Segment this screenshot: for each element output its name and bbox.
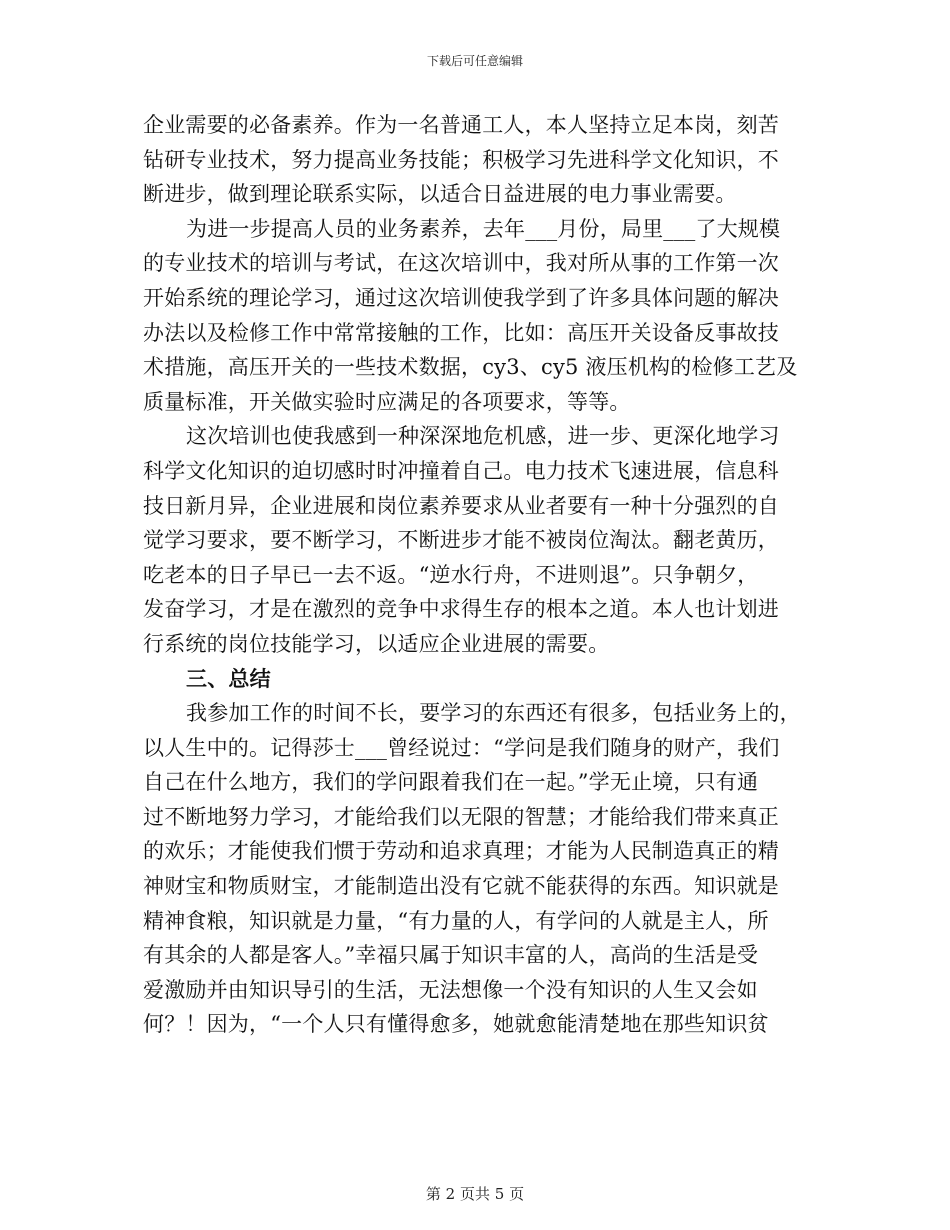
text-line: 觉学习要求，要不断学习，不断进步才能不被岗位淘汰。翻老黄历， [143,528,779,553]
text-line: 的专业技术的培训与考试，在这次培训中，我对所从事的工作第一次 [143,251,779,276]
text-line: 过不断地努力学习，才能给我们以无限的智慧；才能给我们带来真正 [143,804,779,829]
document-body [143,108,808,1042]
text-line: 吃老本的日子早已一去不返。“逆水行舟，不进则退”。只争朝夕， [143,562,759,587]
text-line: 何？！因为，“一个人只有懂得愈多，她就愈能清楚地在那些知识贫 [143,1012,769,1037]
text-line: 爱激励并由知识导引的生活，无法想像一个没有知识的人生又会如 [143,977,758,1002]
text-line: 有其余的人都是客人。”幸福只属于知识丰富的人，高尚的生活是受 [143,943,759,968]
text-line: 术措施，高压开关的一些技术数据，cy3、cy5 液压机构的检修工艺及 [143,355,798,380]
text-line: 精神食粮，知识就是力量，“有力量的人，有学问的人就是主人，所 [143,908,769,933]
text-line: 的欢乐；才能使我们惯于劳动和追求真理；才能为人民制造真正的精 [143,839,779,864]
text-line: 这次培训也使我感到一种深深地危机感，进一步、更深化地学习 [186,424,780,449]
text-line: 以人生中的。记得莎士___曾经说过：“学问是我们随身的财产，我们 [143,735,780,760]
text-line: 断进步，做到理论联系实际，以适合日益进展的电力事业需要。 [143,182,737,207]
text-line: 办法以及检修工作中常常接触的工作，比如：高压开关设备反事故技 [143,320,779,345]
text-line: 科学文化知识的迫切感时时冲撞着自己。电力技术飞速进展，信息科 [143,458,779,483]
text-line: 发奋学习，才是在激烈的竞争中求得生存的根本之道。本人也计划进 [143,597,779,622]
text-line: 质量标准，开关做实验时应满足的各项要求，等等。 [143,389,631,414]
page-footer: 第 2 页共 5 页 [425,1185,525,1203]
text-line: 行系统的岗位技能学习，以适应企业进展的需要。 [143,631,610,656]
text-line: 为进一步提高人员的业务素养，去年___月份，局里___了大规模 [186,216,781,241]
text-line: 钻研专业技术，努力提高业务技能；积极学习先进科学文化知识，不 [143,147,779,172]
text-line: 技日新月异，企业进展和岗位素养要求从业者要有一种十分强烈的自 [143,493,779,518]
text-line: 企业需要的必备素养。作为一名普通工人，本人坚持立足本岗，刻苦 [143,113,779,137]
section-heading: 三、总结 [186,665,271,691]
text-line: 神财宝和物质财宝，才能制造出没有它就不能获得的东西。知识就是 [143,874,779,899]
text-line: 开始系统的理论学习，通过这次培训使我学到了许多具体问题的解决 [143,285,779,310]
text-line: 我参加工作的时间不长，要学习的东西还有很多，包括业务上的， [186,701,801,726]
text-line: 自己在什么地方，我们的学问跟着我们在一起。”学无止境，只有通 [143,770,759,795]
page-header: 下载后可任意编辑 [426,54,523,68]
